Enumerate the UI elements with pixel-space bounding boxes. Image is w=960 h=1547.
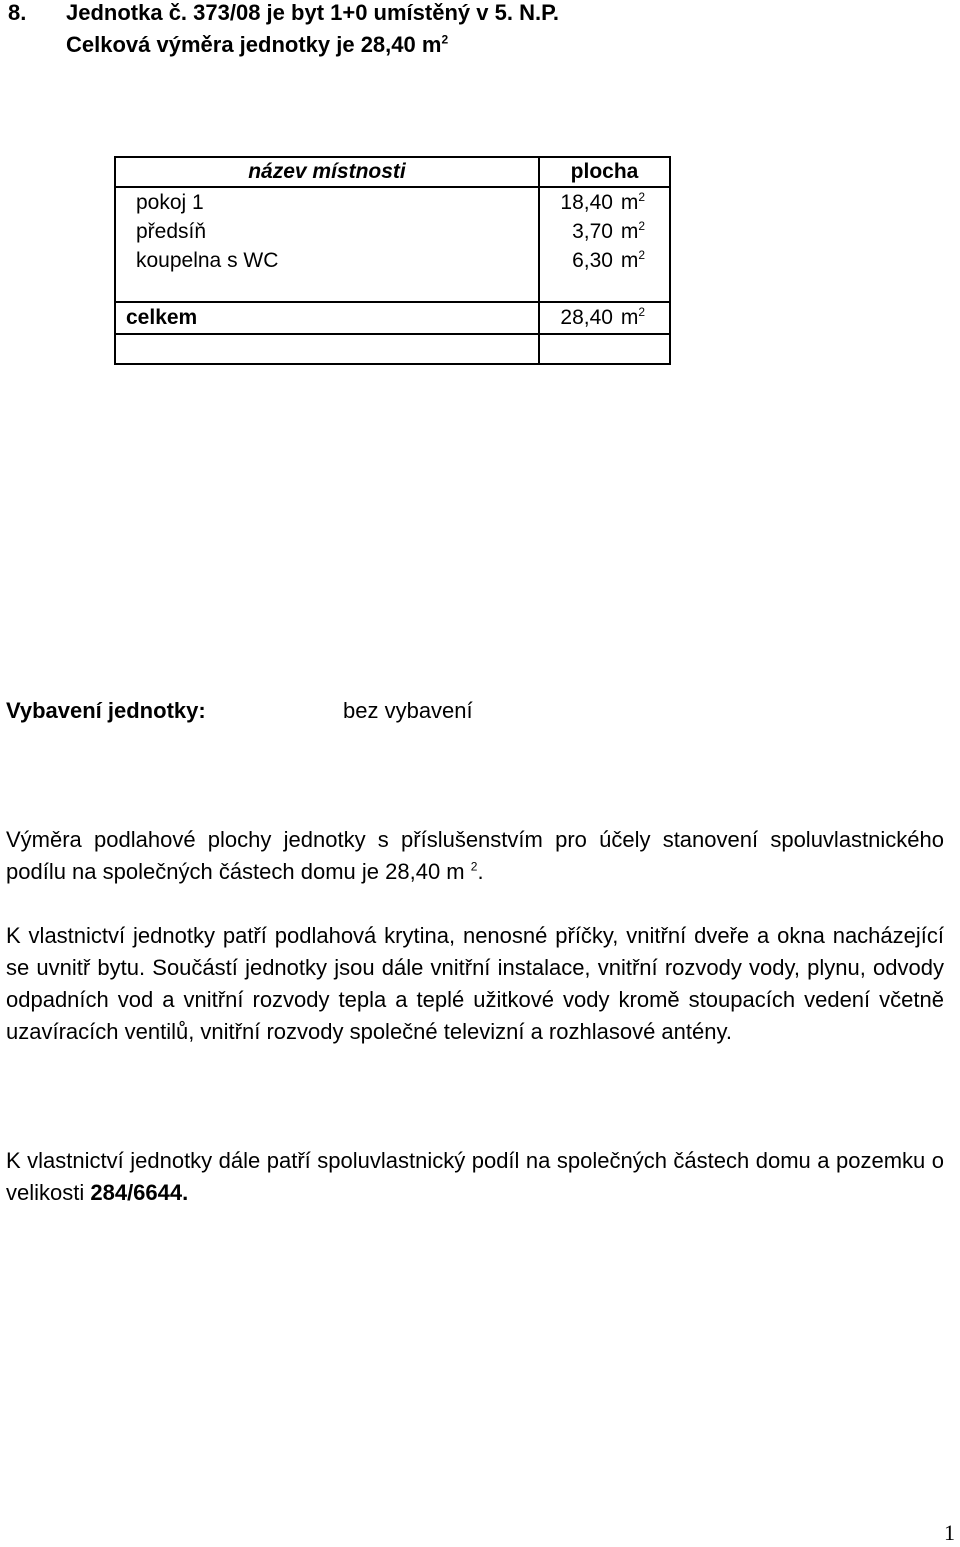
total-area: 28,40 $m^2$ xyxy=(539,302,670,334)
room-area: 6,30 $m^2$ xyxy=(539,246,670,275)
header-room-name: název místnosti xyxy=(115,157,539,187)
equipment-value: bez vybavení xyxy=(343,698,473,723)
table-total-row xyxy=(115,302,670,334)
section-number: 8. xyxy=(8,0,27,25)
header-area: plocha xyxy=(539,157,670,187)
room-area: 18,40 $m^2$ xyxy=(539,187,670,217)
unit-heading xyxy=(8,0,559,26)
share-value: 284/6644. xyxy=(90,1180,189,1205)
share-paragraph: K vlastnictví jednotky dále patří spoluvlastnický podíl na společných částech domu a pozemku o velikosti 284/6644. xyxy=(6,1148,944,1205)
total-area-text: Celková výměra jednotky je 28,40 m xyxy=(66,32,442,57)
table-spacer-row xyxy=(115,275,670,302)
ownership-paragraph: K vlastnictví jednotky patří podlahová krytina, nenosné příčky, vnitřní dveře a okna nacházející se uvnitř bytu. Součástí jednotky jsou dále vnitřní instalace, vnitřní rozvody vody, plynu, odvody odpadních vod a vnitřní rozvody tepla a teplé užitkové vody kromě stoupacích vedení včetně uzavíracích ventilů, vnitřní rozvody společné televizní a rozhlasové antény. xyxy=(6,923,944,1044)
superscript: 2 xyxy=(441,32,449,47)
rooms-table xyxy=(114,156,671,365)
total-label: celkem xyxy=(115,302,539,334)
table-row xyxy=(115,187,670,217)
page-number: 1 xyxy=(944,1520,955,1545)
room-area: 3,70 $m^2$ xyxy=(539,217,670,246)
total-area-heading xyxy=(66,32,448,58)
equipment-label: Vybavení jednotky: xyxy=(6,698,206,723)
table-header-row xyxy=(115,157,670,187)
room-name: koupelna s WC xyxy=(115,246,539,275)
table-empty-row xyxy=(115,334,670,364)
room-name: pokoj 1 xyxy=(115,187,539,217)
table-row xyxy=(115,246,670,275)
room-name: předsíň xyxy=(115,217,539,246)
floor-area-paragraph: Výměra podlahové plochy jednotky s příslušenstvím pro účely stanovení spoluvlastnického podílu na společných částech domu je 28,40 m $^2$. xyxy=(6,827,944,884)
unit-title: Jednotka č. 373/08 je byt 1+0 umístěný v 5. N.P. xyxy=(66,0,560,25)
table-row xyxy=(115,217,670,246)
